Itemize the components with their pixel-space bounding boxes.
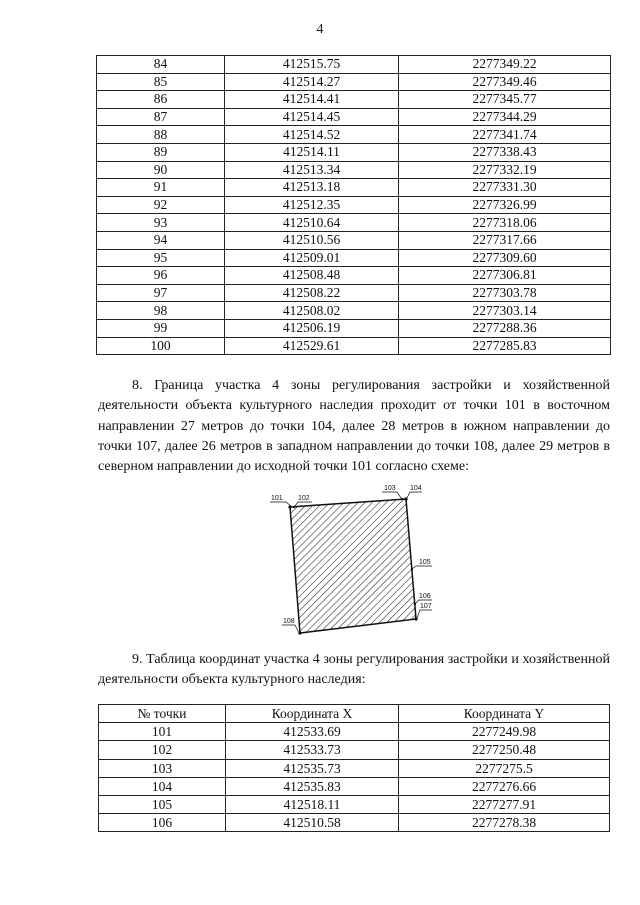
coordinate-x-cell: 412512.35: [225, 196, 399, 214]
table-row: [97, 231, 611, 249]
table-row: [97, 249, 611, 267]
point-number-cell: 98: [97, 302, 225, 320]
coordinate-x-cell: 412513.18: [225, 179, 399, 197]
table-row: [97, 337, 611, 355]
table-row: [99, 741, 610, 759]
label-104: 104: [410, 485, 422, 492]
vertex-101: [288, 505, 291, 508]
table-row: [97, 319, 611, 337]
table-row: [97, 214, 611, 232]
vertex-106: [414, 603, 416, 605]
coordinate-x-cell: 412510.56: [225, 231, 399, 249]
point-number-cell: 99: [97, 319, 225, 337]
coordinate-x-cell: 412515.75: [225, 56, 399, 74]
table-row: [97, 143, 611, 161]
paragraph-8: [98, 376, 610, 477]
table-row: [97, 91, 611, 109]
paragraph-9-text: 9. Таблица координат участка 4 зоны регулирования застройки и хозяйственной деятельности объекта культурного наследия:: [98, 652, 610, 688]
coordinate-x-cell: 412514.11: [225, 143, 399, 161]
coordinate-x-cell: 412508.22: [225, 284, 399, 302]
page-number: 4: [316, 22, 324, 37]
label-102: 102: [298, 495, 310, 502]
point-number-cell: 97: [97, 284, 225, 302]
paragraph-9: [98, 650, 610, 691]
coordinate-y-cell: 2277331.30: [399, 179, 611, 197]
header-row: [99, 705, 610, 723]
vertex-103: [401, 498, 403, 500]
point-number-cell: 84: [97, 56, 225, 74]
coordinate-y-cell: 2277277.91: [399, 795, 610, 813]
vertex-105: [411, 568, 413, 570]
point-number-cell: 88: [97, 126, 225, 144]
point-number-cell: 89: [97, 143, 225, 161]
plot-polygon: [290, 499, 416, 633]
label-105: 105: [419, 559, 431, 566]
coordinate-y-cell: 2277344.29: [399, 108, 611, 126]
vertex-102: [293, 506, 295, 508]
coordinate-x-cell: 412513.34: [225, 161, 399, 179]
coordinate-x-cell: 412509.01: [225, 249, 399, 267]
paragraph-8-text: 8. Граница участка 4 зоны регулирования застройки и хозяйственной деятельности объекта культурного наследия проходит от точки 101 в восточном направлении 27 метров до точки 104, далее 28 метров в южном направлении до точки 107, далее 26 метров в западном направлении до точки 108, далее 29 метров в северном направлении до исходной точки 101 согласно схеме:: [98, 378, 610, 475]
point-number-cell: 93: [97, 214, 225, 232]
point-number-cell: 94: [97, 231, 225, 249]
coordinate-x-cell: 412529.61: [225, 337, 399, 355]
coordinate-x-cell: 412535.83: [226, 777, 399, 795]
coordinate-y-cell: 2277250.48: [399, 741, 610, 759]
table-row: [97, 126, 611, 144]
table-row: [97, 73, 611, 91]
label-107: 107: [420, 603, 432, 610]
coordinate-y-cell: 2277338.43: [399, 143, 611, 161]
table-row: [97, 161, 611, 179]
coordinate-x-cell: 412506.19: [225, 319, 399, 337]
coordinate-y-cell: 2277349.22: [399, 56, 611, 74]
coordinate-x-cell: 412508.48: [225, 267, 399, 285]
table-row: [97, 179, 611, 197]
point-number-cell: 96: [97, 267, 225, 285]
point-number-cell: 86: [97, 91, 225, 109]
table-row: [99, 795, 610, 813]
point-number-cell: 101: [99, 723, 226, 741]
header-coordinate-x: Координата X: [226, 705, 399, 723]
coordinate-y-cell: 2277275.5: [399, 759, 610, 777]
coordinate-y-cell: 2277345.77: [399, 91, 611, 109]
point-number-cell: 103: [99, 759, 226, 777]
coordinate-y-cell: 2277349.46: [399, 73, 611, 91]
coordinate-y-cell: 2277306.81: [399, 267, 611, 285]
point-number-cell: 100: [97, 337, 225, 355]
table-row: [99, 723, 610, 741]
coordinate-y-cell: 2277249.98: [399, 723, 610, 741]
point-number-cell: 106: [99, 814, 226, 832]
point-number-cell: 91: [97, 179, 225, 197]
coordinate-x-cell: 412510.64: [225, 214, 399, 232]
boundary-coordinates-table: [96, 55, 611, 355]
table-row: [99, 814, 610, 832]
coordinate-y-cell: 2277276.66: [399, 777, 610, 795]
coordinate-x-cell: 412514.41: [225, 91, 399, 109]
coordinate-y-cell: 2277309.60: [399, 249, 611, 267]
coordinate-y-cell: 2277317.66: [399, 231, 611, 249]
table-row: [99, 777, 610, 795]
table-row: [97, 56, 611, 74]
point-number-cell: 102: [99, 741, 226, 759]
point-number-cell: 104: [99, 777, 226, 795]
table-row: [97, 267, 611, 285]
coordinate-x-cell: 412518.11: [226, 795, 399, 813]
coordinate-x-cell: 412514.45: [225, 108, 399, 126]
coordinate-x-cell: 412508.02: [225, 302, 399, 320]
coordinate-x-cell: 412533.73: [226, 741, 399, 759]
plot-scheme: [270, 477, 440, 637]
coordinate-y-cell: 2277303.78: [399, 284, 611, 302]
coordinate-y-cell: 2277326.99: [399, 196, 611, 214]
point-number-cell: 87: [97, 108, 225, 126]
coordinate-y-cell: 2277278.38: [399, 814, 610, 832]
label-101: 101: [271, 495, 283, 502]
coordinate-x-cell: 412510.58: [226, 814, 399, 832]
coordinate-y-cell: 2277341.74: [399, 126, 611, 144]
point-number-cell: 92: [97, 196, 225, 214]
point-number-cell: 85: [97, 73, 225, 91]
table-row: [97, 108, 611, 126]
coordinate-x-cell: 412514.52: [225, 126, 399, 144]
table-row: [97, 196, 611, 214]
coordinate-x-cell: 412514.27: [225, 73, 399, 91]
coordinate-y-cell: 2277303.14: [399, 302, 611, 320]
coordinate-x-cell: 412535.73: [226, 759, 399, 777]
label-108: 108: [283, 618, 295, 625]
table-row: [97, 284, 611, 302]
coordinate-x-cell: 412533.69: [226, 723, 399, 741]
coordinate-y-cell: 2277288.36: [399, 319, 611, 337]
point-number-cell: 105: [99, 795, 226, 813]
coordinate-y-cell: 2277285.83: [399, 337, 611, 355]
header-point-number: № точки: [99, 705, 226, 723]
point-number-cell: 90: [97, 161, 225, 179]
table-row: [99, 759, 610, 777]
coordinate-y-cell: 2277318.06: [399, 214, 611, 232]
plot-coordinates-table: [98, 704, 610, 832]
coordinate-y-cell: 2277332.19: [399, 161, 611, 179]
point-number-cell: 95: [97, 249, 225, 267]
label-103: 103: [384, 485, 396, 492]
table-row: [97, 302, 611, 320]
header-coordinate-y: Координата Y: [399, 705, 610, 723]
label-106: 106: [419, 593, 431, 600]
